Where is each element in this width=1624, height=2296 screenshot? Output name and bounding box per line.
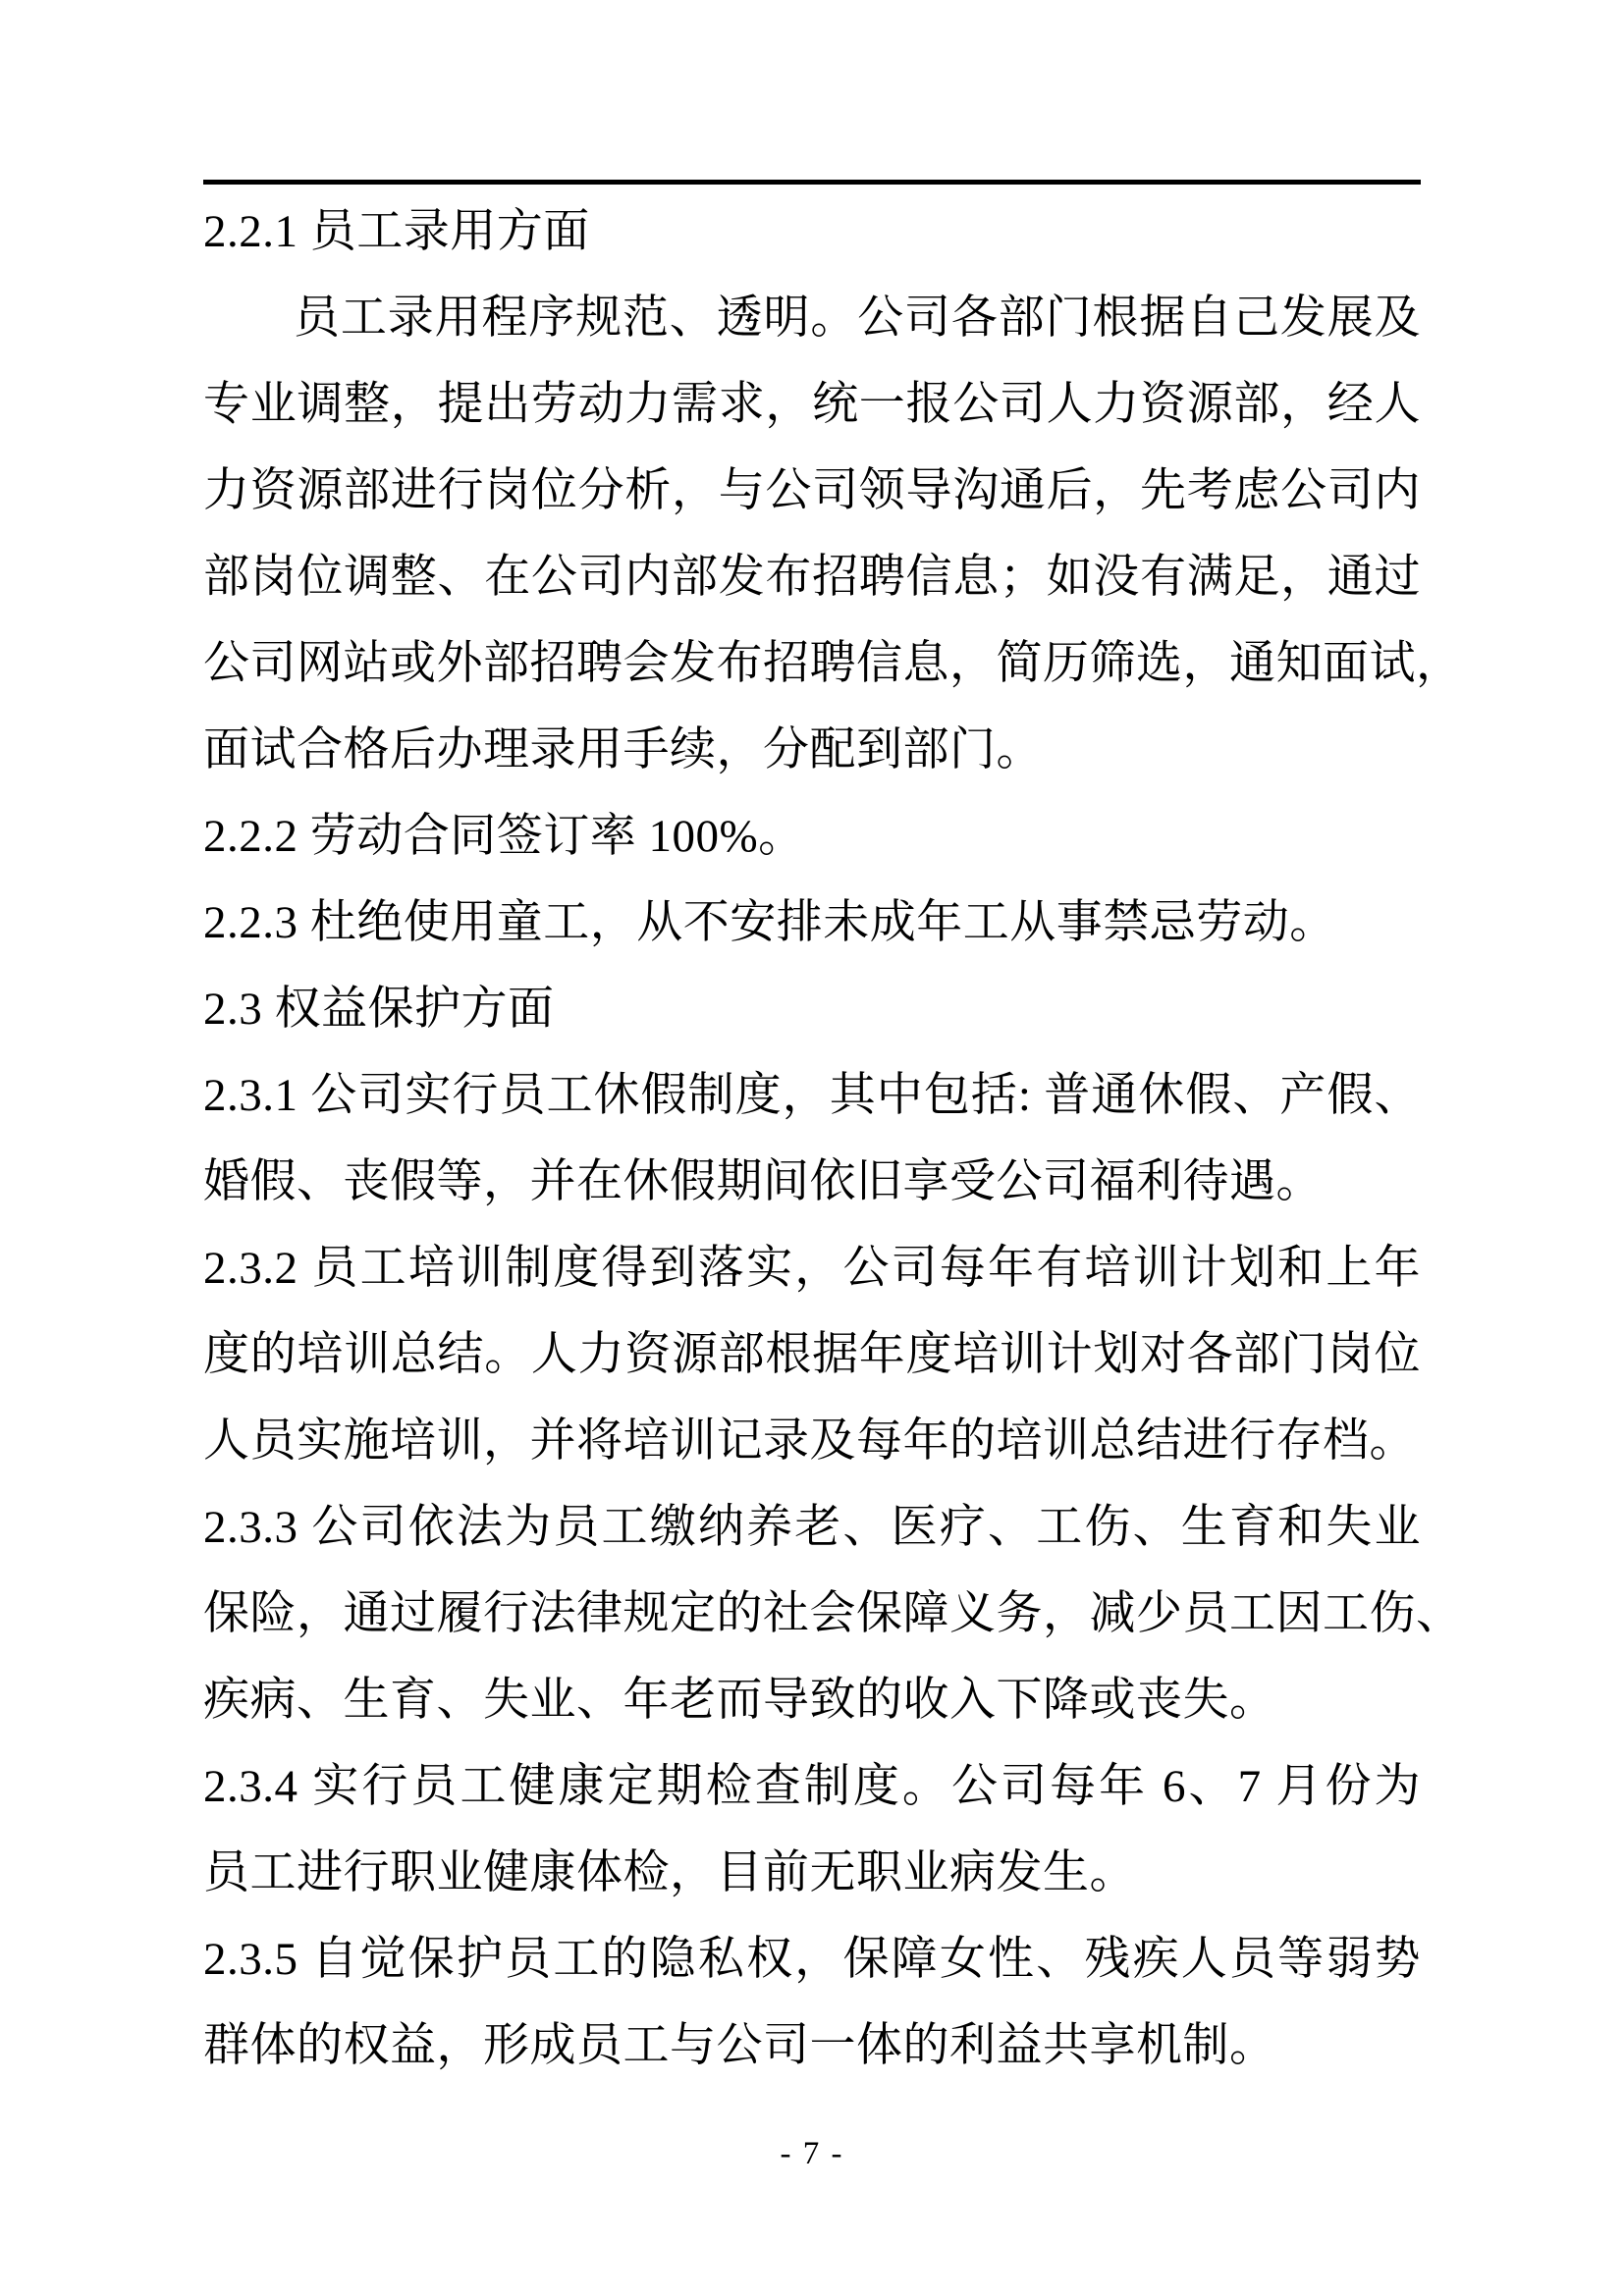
text-line: 疾病、生育、失业、年老而导致的收入下降或丧失。 [203,1675,1276,1726]
text-line: 保险，通过履行法律规定的社会保障义务，减少员工因工伤、 [203,1588,1463,1639]
text-line: 2.3 权益保护方面 [203,984,555,1035]
text-line: 2.2.3 杜绝使用童工，从不安排未成年工从事禁忌劳动。 [203,897,1336,948]
document-body [203,188,1463,2089]
text-line: 2.2.2 劳动合同签订率 100%。 [203,811,805,862]
text-line: 2.3.3 公司依法为员工缴纳养老、医疗、工伤、生育和失业 [203,1502,1421,1553]
text-line: 面试合格后办理录用手续，分配到部门。 [203,724,1043,775]
text-line: 婚假、丧假等，并在休假期间依旧享受公司福利待遇。 [203,1156,1323,1207]
text-line: 力资源部进行岗位分析，与公司领导沟通后，先考虑公司内 [203,465,1421,516]
text-line: 2.3.2 员工培训制度得到落实，公司每年有培训计划和上年 [203,1243,1421,1294]
text-line: 2.3.5 自觉保护员工的隐私权，保障女性、残疾人员等弱势 [203,1934,1421,1985]
text-line: 群体的权益，形成员工与公司一体的利益共享机制。 [203,2020,1276,2071]
page-number: - 7 - [780,2136,844,2171]
text-line: 专业调整，提出劳动力需求，统一报公司人力资源部，经人 [203,379,1421,430]
text-line: 部岗位调整、在公司内部发布招聘信息；如没有满足，通过 [203,552,1421,603]
text-line: 员工录用程序规范、透明。公司各部门根据自己发展及 [294,293,1421,344]
text-line: 度的培训总结。人力资源部根据年度培训计划对各部门岗位 [203,1329,1421,1380]
text-line: 2.3.4 实行员工健康定期检查制度。公司每年 6、7 月份为 [203,1761,1421,1812]
header-rule [203,180,1421,185]
text-line: 员工进行职业健康体检，目前无职业病发生。 [203,1847,1136,1898]
text-line: 公司网站或外部招聘会发布招聘信息，简历筛选，通知面试， [203,638,1463,689]
text-line: 人员实施培训，并将培训记录及每年的培训总结进行存档。 [203,1415,1416,1467]
text-line: 2.3.1 公司实行员工休假制度，其中包括: 普通休假、产假、 [203,1070,1421,1121]
text-line: 2.2.1 员工录用方面 [203,206,590,257]
